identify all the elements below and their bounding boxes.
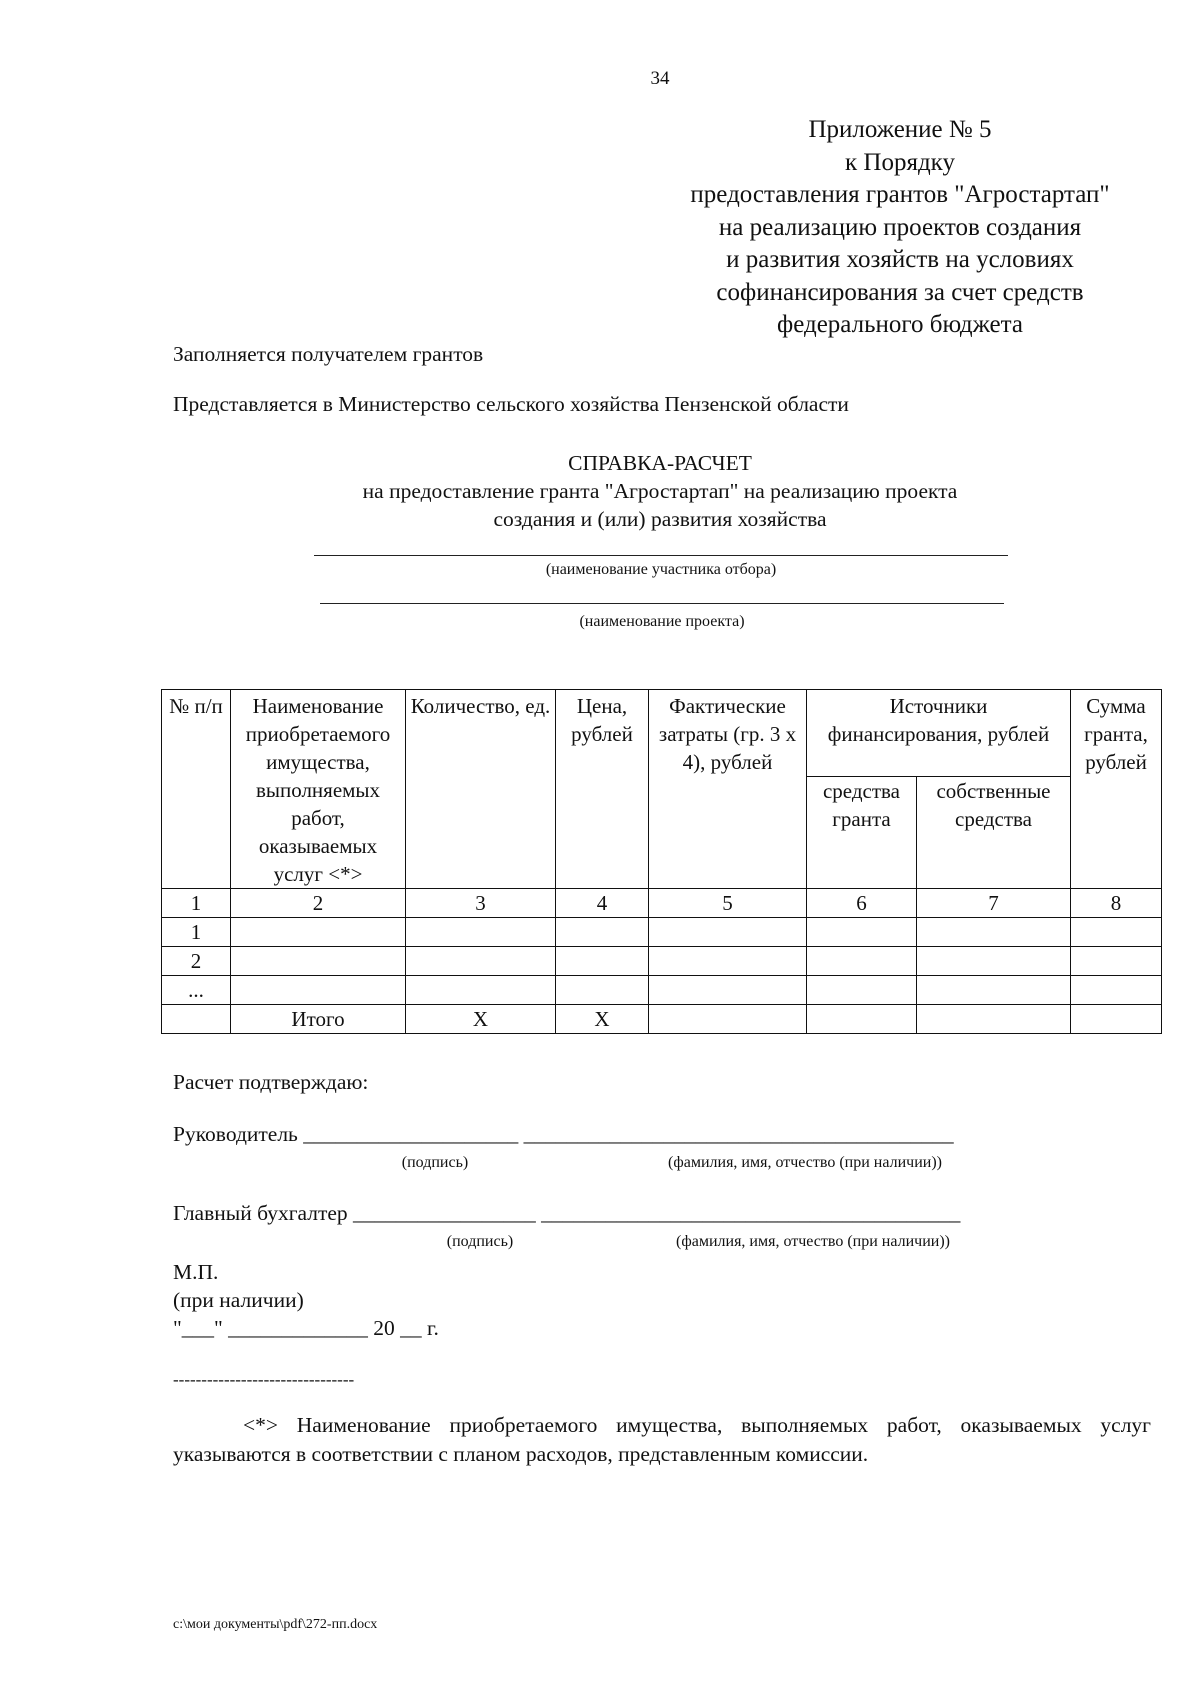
table-cell xyxy=(917,1005,1071,1034)
head-fio-caption: (фамилия, имя, отчество (при наличии)) xyxy=(668,1154,942,1171)
table-cell xyxy=(917,918,1071,947)
appendix-header xyxy=(650,114,1150,342)
total-label: Итого xyxy=(231,1005,406,1034)
footnote-separator: -------------------------------- xyxy=(173,1370,355,1389)
participant-blank-line xyxy=(314,555,1008,556)
table-cell: ... xyxy=(162,976,231,1005)
column-number: 6 xyxy=(807,889,917,918)
header-quantity: Количество, ед. xyxy=(406,690,556,889)
accountant-signature-line: Главный бухгалтер _________________ _______________________________________ xyxy=(173,1201,961,1225)
table-row xyxy=(162,918,1162,947)
table-cell xyxy=(556,918,649,947)
table-cell xyxy=(1071,1005,1162,1034)
date-line: "___" _____________ 20 __ г. xyxy=(173,1316,439,1340)
table-cell xyxy=(807,947,917,976)
accountant-fio-caption: (фамилия, имя, отчество (при наличии)) xyxy=(676,1233,950,1250)
table-cell xyxy=(917,947,1071,976)
table-cell xyxy=(917,976,1071,1005)
table-header-row xyxy=(162,690,1162,777)
table-cell xyxy=(406,947,556,976)
column-number-row xyxy=(162,889,1162,918)
table-cell: Х xyxy=(556,1005,649,1034)
table-cell xyxy=(1071,976,1162,1005)
table-cell xyxy=(231,918,406,947)
column-number: 1 xyxy=(162,889,231,918)
column-number: 8 xyxy=(1071,889,1162,918)
header-own-funds: собственные средства xyxy=(917,777,1071,889)
table-cell xyxy=(1071,918,1162,947)
footer-file-path: c:\мои документы\pdf\272-пп.docx xyxy=(173,1617,378,1632)
table-cell: Х xyxy=(406,1005,556,1034)
table-cell xyxy=(162,1005,231,1034)
accountant-signature-caption: (подпись) xyxy=(446,1233,514,1250)
header-grant-sum: Сумма гранта, рублей xyxy=(1071,690,1162,889)
table-cell xyxy=(406,976,556,1005)
stamp-note: (при наличии) xyxy=(173,1288,304,1312)
title-main: СПРАВКА-РАСЧЕТ xyxy=(568,451,752,475)
table-cell xyxy=(649,1005,807,1034)
appendix-line: Приложение № 5 xyxy=(808,116,992,143)
table-row xyxy=(162,947,1162,976)
confirm-text: Расчет подтверждаю: xyxy=(173,1070,369,1094)
document-title xyxy=(300,449,1020,533)
head-signature-line: Руководитель ____________________ ________________________________________ xyxy=(173,1122,954,1146)
table-cell xyxy=(231,976,406,1005)
table-cell xyxy=(231,947,406,976)
submitted-to-note: Представляется в Министерство сельского хозяйства Пензенской области xyxy=(173,392,849,416)
footnote: <*> Наименование приобретаемого имущества, выполняемых работ, оказываемых услуг указываются в соответствии с планом расходов, представленным комиссии. xyxy=(173,1413,1151,1466)
table-cell: 1 xyxy=(162,918,231,947)
header-price: Цена, рублей xyxy=(556,690,649,889)
project-blank-line xyxy=(320,603,1004,604)
column-number: 3 xyxy=(406,889,556,918)
table-cell xyxy=(649,976,807,1005)
participant-caption: (наименование участника отбора) xyxy=(545,561,777,578)
column-number: 7 xyxy=(917,889,1071,918)
table-row xyxy=(162,976,1162,1005)
table-cell xyxy=(1071,947,1162,976)
head-signature-caption: (подпись) xyxy=(401,1154,469,1171)
header-sources: Источники финансирования, рублей xyxy=(807,690,1071,777)
table-cell xyxy=(807,1005,917,1034)
table-cell: 2 xyxy=(162,947,231,976)
header-actual-costs: Фактические затраты (гр. 3 х 4), рублей xyxy=(649,690,807,889)
appendix-line: на реализацию проектов создания xyxy=(718,213,1082,241)
header-num: № п/п xyxy=(162,690,231,889)
table-cell xyxy=(649,918,807,947)
appendix-line: к Порядку xyxy=(845,148,955,176)
table-cell xyxy=(807,976,917,1005)
table-cell xyxy=(556,976,649,1005)
total-row xyxy=(162,1005,1162,1034)
header-grant-funds: средства гранта xyxy=(807,777,917,889)
title-line-2: на предоставление гранта "Агростартап" на реализацию проекта xyxy=(362,479,958,503)
column-number: 4 xyxy=(556,889,649,918)
header-name: Наименование приобретаемого имущества, выполняемых работ, оказываемых услуг <*> xyxy=(231,690,406,889)
title-line-3: создания и (или) развития хозяйства xyxy=(493,507,827,531)
calculation-table xyxy=(161,689,1162,1034)
project-caption: (наименование проекта) xyxy=(579,613,745,630)
table-cell xyxy=(649,947,807,976)
appendix-line: софинансирования за счет средств xyxy=(716,278,1084,306)
stamp-mark: М.П. xyxy=(173,1260,219,1284)
column-number: 2 xyxy=(231,889,406,918)
appendix-line: федерального бюджета xyxy=(777,311,1023,338)
appendix-line: и развития хозяйств на условиях xyxy=(726,246,1074,273)
filled-by-note: Заполняется получателем грантов xyxy=(173,342,484,366)
table-cell xyxy=(556,947,649,976)
table-cell xyxy=(406,918,556,947)
page-number: 34 xyxy=(650,68,670,89)
appendix-line: предоставления грантов "Агростартап" xyxy=(690,181,1110,208)
table-cell xyxy=(807,918,917,947)
column-number: 5 xyxy=(649,889,807,918)
